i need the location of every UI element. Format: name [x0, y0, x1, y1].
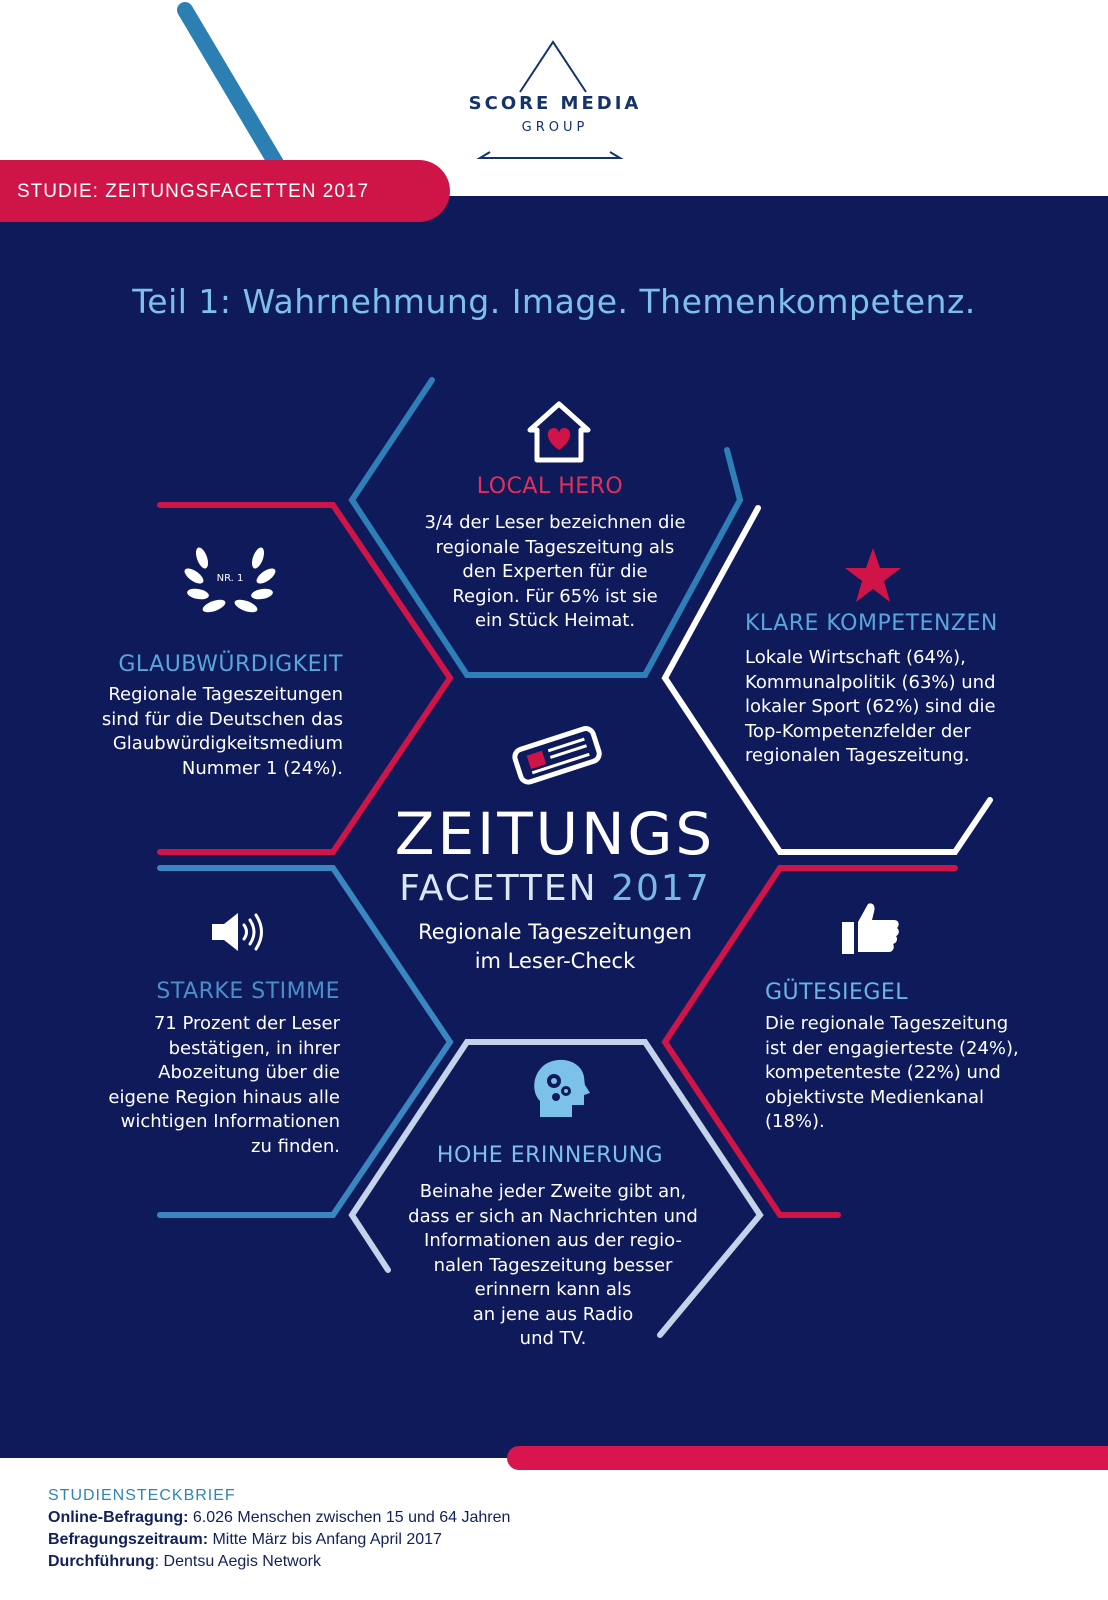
text-line: ist der engagierteste (24%), [765, 1037, 1019, 1059]
tagline-line: im Leser-Check [474, 949, 636, 973]
center-title: ZEITUNGS [394, 800, 716, 868]
tagline-line: Regionale Tageszeitungen [418, 920, 692, 944]
starke-stimme-text [60, 1012, 340, 1159]
brief-label: Befragungszeitraum: [48, 1531, 209, 1548]
text-line: Regionale Tageszeitungen [108, 684, 343, 705]
text-line: Glaubwürdigkeitsmedium [112, 733, 343, 754]
local-hero-text [385, 511, 725, 634]
text-line: kompetenteste (22%) und [765, 1062, 1001, 1083]
text-line: 3/4 der Leser bezeichnen die [424, 512, 686, 533]
brief-value: : Dentsu Aegis Network [154, 1553, 321, 1570]
logo-name: SCORE MEDIA [468, 93, 642, 114]
klare-kompetenzen-text [745, 646, 1075, 769]
text-line: eigene Region hinaus alle [108, 1086, 340, 1108]
hohe-erinnerung-text [378, 1180, 728, 1352]
center-tagline [360, 918, 750, 976]
speaker-icon [210, 910, 266, 954]
text-line: lokaler Sport (62%) sind die [745, 696, 996, 717]
local-hero-title: LOCAL HERO [476, 474, 624, 499]
text-line: Region. Für 65% ist sie [452, 585, 658, 607]
text-line: regionale Tageszeitung als [435, 536, 675, 558]
bottom-accent-bar [507, 1446, 1108, 1470]
house-heart-icon [524, 400, 594, 464]
text-line: regionalen Tageszeitung. [745, 745, 970, 766]
guetesiegel-text [765, 1012, 1065, 1135]
text-line: Beinahe jeder Zweite gibt an, [419, 1181, 687, 1202]
glaubwuerdigkeit-title: GLAUBWÜRDIGKEIT [118, 652, 343, 677]
logo-group: GROUP [521, 120, 589, 135]
text-line: zu finden. [251, 1135, 340, 1157]
text-line: Nummer 1 (24%). [181, 757, 343, 779]
brief-row [48, 1553, 321, 1571]
text-line: Lokale Wirtschaft (64%), [745, 647, 966, 668]
text-line: objektivste Medienkanal [765, 1086, 984, 1108]
center-subtitle [330, 868, 780, 909]
text-line: ein Stück Heimat. [474, 610, 636, 631]
text-line: sind für die Deutschen das [101, 708, 343, 730]
hohe-erinnerung-title: HOHE ERINNERUNG [436, 1143, 664, 1168]
text-line: und TV. [519, 1328, 587, 1349]
laurel-wreath-icon [180, 540, 280, 622]
klare-kompetenzen-title: KLARE KOMPETENZEN [745, 611, 998, 636]
center-year: 2017 [611, 868, 711, 909]
brief-label: Online-Befragung: [48, 1509, 189, 1526]
newspaper-icon [508, 720, 608, 790]
text-line: Top-Kompetenzfelder der [745, 720, 971, 742]
text-line: Informationen aus der regio- [424, 1230, 682, 1251]
text-line: Kommunalpolitik (63%) und [745, 671, 996, 693]
brief-row [48, 1509, 510, 1527]
text-line: an jene aus Radio [472, 1303, 634, 1325]
nr1-badge: NR. 1 [216, 573, 244, 584]
page-title: Teil 1: Wahrnehmung. Image. Themenkompetenz. [132, 282, 976, 321]
text-line: Abozeitung über die [158, 1062, 340, 1083]
head-gears-icon [530, 1055, 592, 1121]
text-line: 71 Prozent der Leser [153, 1013, 340, 1034]
text-line: nalen Tageszeitung besser [433, 1254, 673, 1276]
brief-value: Mitte März bis Anfang April 2017 [208, 1531, 442, 1548]
text-line: bestätigen, in ihrer [168, 1037, 340, 1059]
brief-title: STUDIENSTECKBRIEF [48, 1487, 236, 1504]
text-line: den Experten für die [462, 561, 648, 582]
star-icon [843, 546, 903, 604]
brief-value: 6.026 Menschen zwischen 15 und 64 Jahren [188, 1509, 511, 1526]
study-tab: STUDIE: ZEITUNGSFACETTEN 2017 [0, 160, 450, 222]
text-line: dass er sich an Nachrichten und [408, 1205, 698, 1227]
text-line: erinnern kann als [474, 1279, 632, 1300]
brief-label: Durchführung [48, 1553, 155, 1570]
text-line: Die regionale Tageszeitung [765, 1013, 1009, 1034]
text-line: (18%). [765, 1111, 825, 1132]
guetesiegel-title: GÜTESIEGEL [765, 980, 909, 1005]
glaubwuerdigkeit-text [60, 683, 343, 781]
center-word: FACETTEN [399, 868, 598, 909]
thumbs-up-icon [840, 900, 902, 956]
starke-stimme-title: STARKE STIMME [156, 979, 340, 1004]
brief-row [48, 1531, 442, 1549]
text-line: wichtigen Informationen [120, 1111, 340, 1132]
